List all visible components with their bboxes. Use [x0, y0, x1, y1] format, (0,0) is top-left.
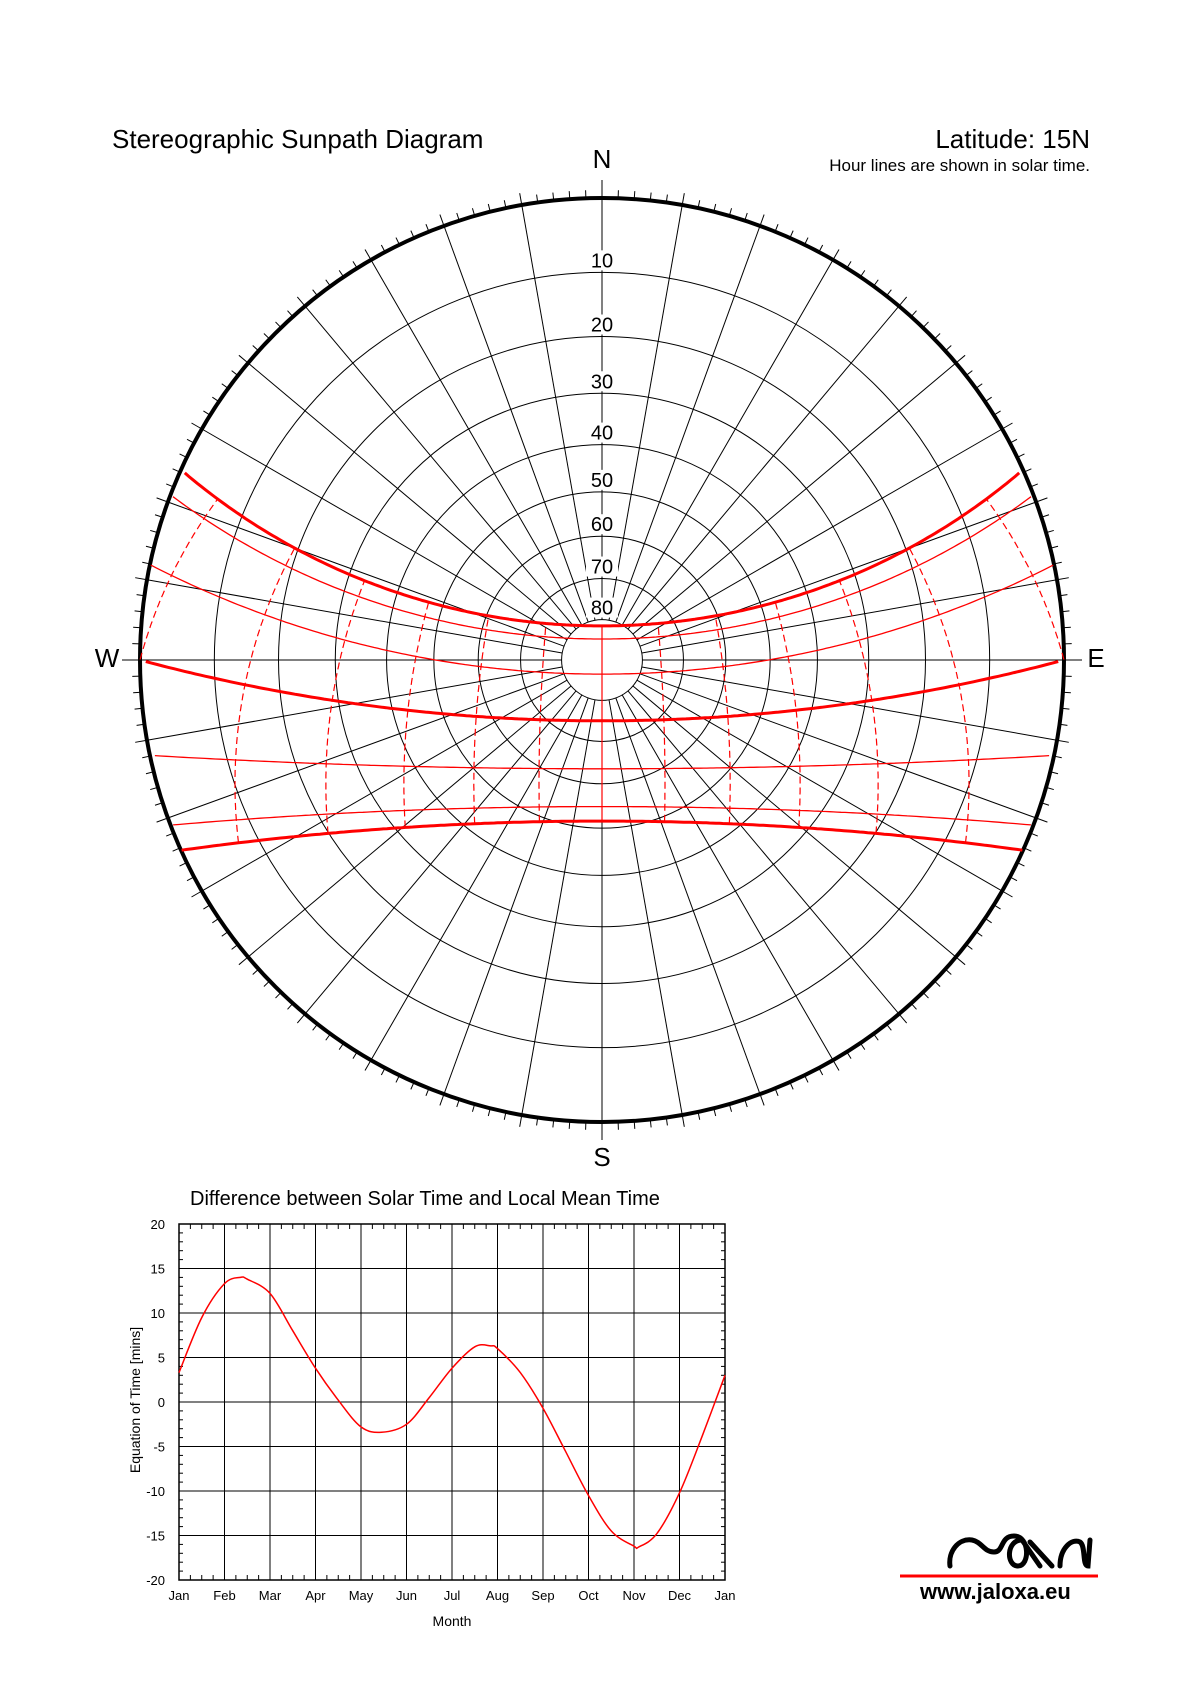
altitude-label: 10	[590, 250, 614, 273]
eot-x-tick-label: Nov	[622, 1588, 646, 1603]
eot-y-tick-label: 10	[150, 1306, 165, 1321]
eot-grid	[179, 1224, 725, 1580]
compass-east-label: E	[1087, 643, 1105, 673]
compass-west-label: W	[94, 643, 120, 673]
eot-x-tick-label: Oct	[578, 1588, 599, 1603]
logo-url: www.jaloxa.eu	[920, 1579, 1071, 1604]
eot-x-tick-label: Dec	[667, 1588, 692, 1603]
eot-x-tick-label: Aug	[485, 1588, 510, 1603]
eot-x-tick-label: Jan	[714, 1588, 736, 1603]
eot-x-tick-label: Feb	[213, 1588, 236, 1603]
altitude-label: 80	[590, 597, 614, 620]
altitude-label: 20	[590, 314, 614, 337]
latitude-label: Latitude: 15N	[935, 124, 1090, 154]
eot-x-tick-label: Mar	[258, 1588, 282, 1603]
altitude-label: 50	[590, 469, 614, 492]
hour-lines-note: Hour lines are shown in solar time.	[829, 156, 1090, 175]
eot-y-tick-label: -20	[146, 1573, 165, 1588]
eot-y-tick-label: -10	[146, 1484, 165, 1499]
eot-y-tick-label: 5	[157, 1350, 165, 1366]
eot-y-tick-label: -15	[146, 1528, 165, 1544]
eot-y-tick-label: 15	[150, 1261, 165, 1277]
eot-x-tick-label: Sep	[531, 1588, 555, 1603]
jaloxa-logo	[900, 1536, 1098, 1576]
eot-y-tick-label: 20	[150, 1217, 165, 1232]
eot-x-tick-label: Apr	[305, 1588, 326, 1603]
eot-y-tick-label: 0	[157, 1395, 165, 1410]
jaloxa-logo-mark	[950, 1536, 1090, 1566]
altitude-label: 60	[590, 514, 614, 537]
eot-x-tick-label: Jun	[396, 1588, 417, 1603]
eot-chart-title: Difference between Solar Time and Local Mean Time	[190, 1188, 660, 1210]
page-title: Stereographic Sunpath Diagram	[112, 124, 484, 154]
altitude-label: 40	[590, 422, 614, 445]
altitude-label: 30	[590, 371, 614, 394]
eot-x-tick-label: May	[348, 1588, 374, 1603]
compass-south-label: S	[593, 1142, 611, 1172]
eot-x-tick-label: Jan	[168, 1588, 190, 1603]
eot-x-axis-label: Month	[432, 1613, 472, 1629]
eot-x-tick-label: Jul	[443, 1588, 461, 1603]
eot-y-tick-label: -5	[153, 1439, 165, 1455]
eot-tick-labels	[146, 1217, 735, 1603]
compass-north-label: N	[592, 144, 612, 174]
altitude-label: 70	[590, 556, 614, 579]
eot-y-axis-label: Equation of Time [mins]	[127, 1326, 143, 1474]
